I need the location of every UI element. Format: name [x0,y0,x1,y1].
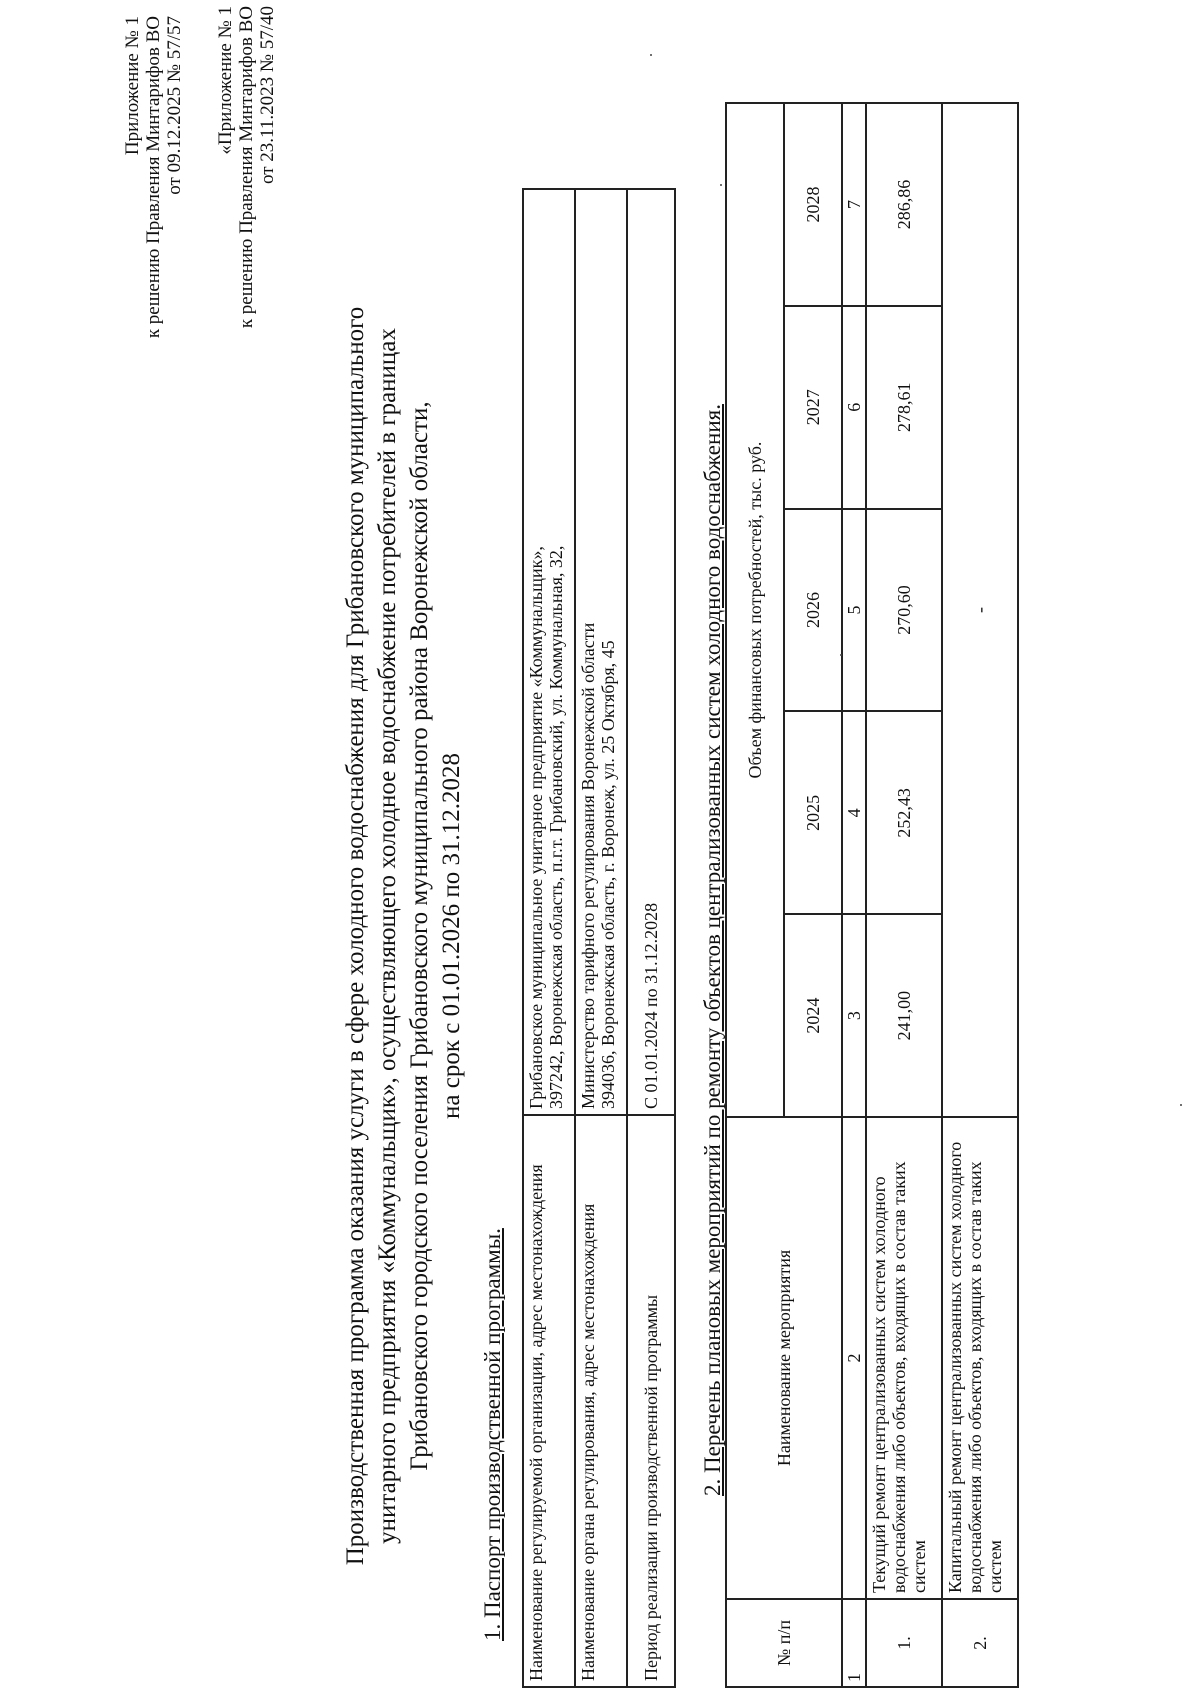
passport-label: Наименование органа регулирования, адрес местонахождения [575,1115,627,1687]
column-index: 7 [842,103,866,306]
title-line2: унитарного предприятия «Коммунальщик», осуществляющего холодное водоснабжение потребителей в границах [374,328,401,1544]
passport-value [575,189,627,1115]
table-row [942,103,1018,1687]
header-year: 2028 [784,103,842,306]
title-line4: на срок с 01.01.2026 по 31.12.2028 [438,753,465,1119]
row-num: 1. [866,1599,942,1687]
approval-new-line3: от 09.12.2025 № 57/57 [164,16,185,195]
row-value: 241,00 [866,914,942,1117]
passport-value-line1: Грибановское муниципальное унитарное предприятие «Коммунальщик», [526,546,546,1109]
title-line3: Грибановского городского поселения Грибановского муниципального района Воронежской области, [406,401,433,1471]
header-year: 2027 [784,306,842,509]
approval-block-old [215,6,278,406]
column-index: 4 [842,711,866,914]
row-value: 270,60 [866,509,942,712]
row-value-merged: - [942,103,1018,1117]
passport-row [523,189,575,1687]
row-value: 252,43 [866,711,942,914]
header-num: № п/п [726,1599,842,1687]
row-num: 2. [942,1599,1018,1687]
title-line1: Производственная программа оказания услуги в сфере холодного водоснабжения для Грибановского муниципального [342,306,369,1566]
row-value: 278,61 [866,306,942,509]
approval-old-line2: к решению Правления Минтарифов ВО [236,6,257,329]
header-year: 2025 [784,711,842,914]
scan-speck [840,654,842,656]
passport-value-line1: С 01.01.2024 по 31.12.2028 [641,902,661,1109]
approval-old-line3: от 23.11.2023 № 57/40 [257,6,278,185]
section1-title: 1. Паспорт производственной программы. [480,1228,505,1641]
header-volume: Объем финансовых потребностей, тыс. руб. [726,103,784,1117]
approval-new-line1: Приложение № 1 [122,16,143,156]
passport-label: Наименование регулируемой организации, адрес местонахождения [523,1115,575,1687]
scan-speck [650,54,652,56]
document-title [340,236,468,1636]
table-row [866,103,942,1687]
column-index: 3 [842,914,866,1117]
approval-block-new [122,16,185,406]
header-year: 2026 [784,509,842,712]
column-index: 2 [842,1117,866,1599]
passport-table [522,188,676,1688]
table-header-row [726,103,784,1687]
row-value: 286,86 [866,103,942,306]
passport-row [575,189,627,1687]
passport-row [627,189,675,1687]
passport-value [627,189,675,1115]
scan-speck [1180,1104,1182,1106]
passport-value [523,189,575,1115]
header-name: Наименование мероприятия [726,1117,842,1599]
passport-label: Период реализации производственной программы [627,1115,675,1687]
passport-value-line2: 394036, Воронежская область, г. Воронеж, ул. 25 Октября, 45 [598,640,618,1109]
column-index: 1 [842,1599,866,1687]
column-index: 5 [842,509,866,712]
column-index: 6 [842,306,866,509]
passport-value-line2: 397242, Воронежская область, п.г.т. Грибановский, ул. Коммунальная, 32, [546,545,566,1109]
row-name: Капитальный ремонт централизованных систем холодного водоснабжения либо объектов, входящих в состав таких систем [942,1117,1018,1599]
approval-new-line2: к решению Правления Минтарифов ВО [143,16,164,339]
row-name: Текущий ремонт централизованных систем холодного водоснабжения либо объектов, входящих в состав таких систем [866,1117,942,1599]
events-table [725,102,1019,1688]
passport-value-line1: Министерство тарифного регулирования Воронежской области [578,622,598,1109]
header-year: 2024 [784,914,842,1117]
scan-speck [720,184,722,186]
approval-old-line1: «Приложение № 1 [215,6,236,155]
section2-title: 2. Перечень плановых мероприятий по ремонту объектов централизованных систем холодного водоснабжения. [700,404,725,1496]
column-index-row [842,103,866,1687]
